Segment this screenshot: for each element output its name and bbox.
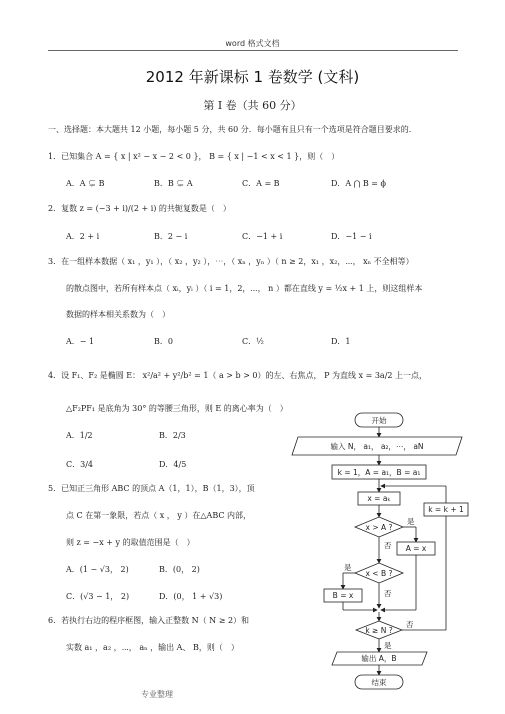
flow-set-a-label: A = x: [405, 544, 427, 553]
question-1-stem: 1．已知集合 A = { x | x² − x − 2 < 0 }， B = { x | −1 < x < 1 }，则（ ）: [48, 152, 340, 161]
q4-option-d: D．4/5: [159, 460, 187, 469]
question-5-line-2: 点 C 在第一象限，若点（ x ， y ）在△ABC 内部，: [66, 511, 252, 520]
q3-option-b: B．0: [154, 337, 173, 346]
page-header: word 格式文档: [225, 39, 280, 48]
q4-option-c: C．3/4: [66, 460, 93, 469]
question-6-line-2: 实数 a₁ ，a₂ ，⋯， aₙ ，输出 A、 B，则（ ）: [66, 643, 239, 652]
section-subtitle: 第 I 卷（共 60 分）: [203, 99, 302, 112]
q4-option-a: A．1/2: [66, 431, 93, 440]
flow-set-b-label: B = x: [332, 591, 354, 600]
question-5-line-3: 则 z = −x + y 的取值范围是（ ）: [66, 538, 195, 547]
flow-cond3-yes: 是: [384, 641, 392, 650]
q1-option-c: C．A = B: [242, 179, 280, 188]
section-intro: 一、选择题：本大题共 12 小题，每小题 5 分，共 60 分．每小题有且只有一个选项是符合题目要求的．: [48, 125, 417, 134]
flow-cond3-label: k ≥ N ?: [365, 626, 393, 635]
page-footer: 专业整理: [141, 690, 173, 699]
flow-cond2-yes: 是: [344, 563, 352, 572]
flow-start-label: 开始: [371, 416, 387, 425]
q1-option-b: B．B ⊊ A: [154, 179, 193, 188]
flow-cond1-no: 否: [384, 541, 392, 550]
q5-option-b: B．(0， 2): [159, 565, 200, 574]
question-3-line-3: 数据的样本相关系数为（ ）: [66, 310, 170, 319]
q2-option-c: C．−1 + i: [242, 232, 283, 241]
q1-option-a: A．A ⊊ B: [66, 179, 105, 188]
flow-cond3-no: 否: [406, 620, 414, 629]
question-6-line-1: 6．若执行右边的程序框图，输入正整数 N（ N ≥ 2）和: [48, 616, 250, 625]
q4-option-b: B．2/3: [159, 431, 186, 440]
flow-output-label: 输出 A，B: [361, 654, 397, 663]
page-title: 2012 年新课标 1 卷数学 (文科): [145, 68, 360, 86]
q5-option-a: A．(1 − √3， 2): [66, 565, 129, 574]
q2-option-b: B．2 − i: [154, 232, 188, 241]
flow-cond1-label: x > A ?: [365, 523, 393, 532]
q2-option-d: D．−1 − i: [331, 232, 372, 241]
q3-option-a: A．− 1: [66, 337, 95, 346]
question-4-line-1: 4．设 F₁、F₂ 是椭圆 E： x²/a² + y²/b² = 1（ a > b > 0）的左、右焦点， P 为直线 x = 3a/2 上一点，: [48, 371, 428, 380]
question-3-line-1: 3．在一组样本数据（ x₁ ，y₁ ），（ x₂ ，y₂ ），⋯，（ xₙ ，yₙ ）（ n ≥ 2，x₁ ，x₂，⋯， xₙ 不全相等）: [48, 257, 414, 266]
q2-option-a: A．2 + i: [66, 232, 100, 241]
flow-end-label: 结束: [371, 678, 387, 687]
flow-increment-label: k = k + 1: [428, 505, 464, 514]
q5-option-d: D．(0， 1 + √3): [159, 592, 223, 601]
question-5-line-1: 5．已知正三角形 ABC 的顶点 A（1，1），B（1，3），顶: [48, 484, 255, 493]
question-3-line-2: 的散点图中，若所有样本点（ xᵢ，yᵢ ）（ i = 1，2，⋯， n ）都在直线 y = ½x + 1 上，则这组样本: [66, 284, 423, 293]
flow-input-label: 输入 N， a₁， a₂，⋯， aN: [330, 442, 424, 451]
q5-option-c: C．(√3 − 1， 2): [66, 592, 130, 601]
q3-option-d: D．1: [331, 337, 351, 346]
q1-option-d: D．A ⋂ B = ϕ: [331, 179, 386, 188]
q3-option-c: C．½: [242, 337, 264, 346]
question-2-stem: 2．复数 z = (−3 + i)/(2 + i) 的共轭复数是（ ）: [48, 204, 231, 213]
question-4-line-2: △F₂PF₁ 是底角为 30° 的等腰三角形，则 E 的离心率为（ ）: [66, 404, 288, 413]
flow-cond1-yes: 是: [407, 517, 415, 526]
flow-cond2-label: x < B ?: [365, 569, 393, 578]
flow-cond2-no: 否: [384, 589, 392, 598]
flow-assign-x-label: x = aₖ: [367, 494, 391, 503]
flow-init-label: k = 1，A = a₁，B = a₁: [337, 468, 421, 477]
